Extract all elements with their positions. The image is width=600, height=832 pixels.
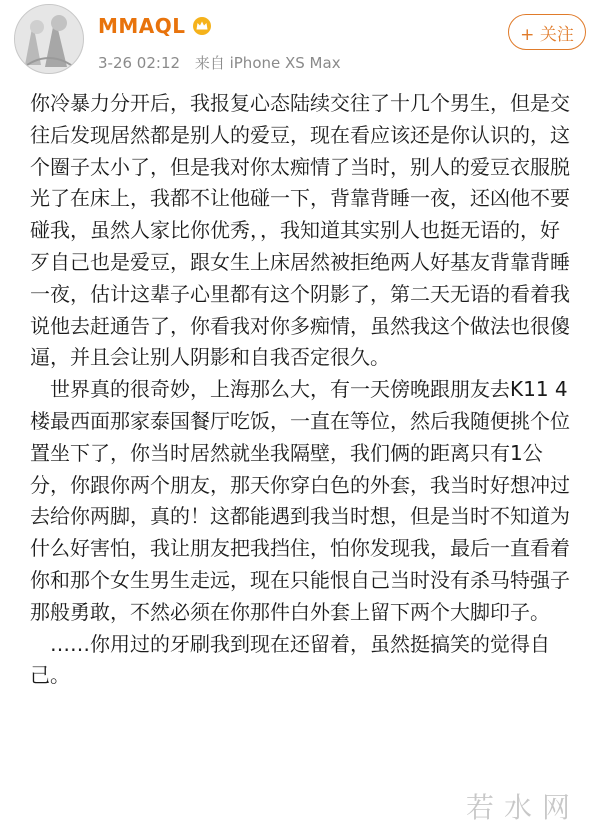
post-meta (98, 52, 351, 73)
post-source: 来自 iPhone XS Max (194, 54, 341, 72)
avatar[interactable] (14, 4, 84, 74)
post-header (0, 0, 600, 82)
post-paragraph-3: ……你用过的牙刷我到现在还留着，虽然挺搞笑的觉得自己。 (30, 631, 550, 688)
avatar-image (15, 5, 83, 73)
username-row (98, 14, 212, 38)
crown-icon (192, 16, 212, 36)
username[interactable]: MMAQL (98, 14, 186, 38)
follow-button[interactable]: + 关注 (508, 14, 586, 50)
post-paragraph-1: 你冷暴力分开后，我报复心态陆续交往了十几个男生，但是交往后发现居然都是别人的爱豆，现在看应该还是你认识的，这个圈子太小了，但是我对你太痴情了当时，别人的爱豆衣服脱光了在床上，我都不让他碰一下，背靠背睡一夜，还凶他不要碰我，虽然人家比你优秀，，我知道其实别人也挺无语的，好歹自己也是爱豆，跟女生上床居然被拒绝两人好基友背靠背睡一夜，估计这辈子心里都有这个阴影了，第二天无语的看着我说他去赶通告了，你看我对你多痴情，虽然我这个做法也很傻逼，并且会让别人阴影和自我否定很久。 (30, 91, 570, 370)
watermark (466, 786, 580, 826)
post-timestamp: 3-26 02:12 (98, 54, 181, 72)
post-paragraph-2: 世界真的很奇妙，上海那么大，有一天傍晚跟朋友去K11 4楼最西面那家泰国餐厅吃饭，一直在等位，然后我随便挑个位置坐下了，你当时居然就坐我隔壁，我们俩的距离只有1公分，你跟你两个朋友，那天你穿白色的外套，我当时好想冲过去给你两脚，真的！这都能遇到我当时想，但是当时不知道为什么好害怕，我让朋友把我挡住，怕你发现我，最后一直看着你和那个女生男生走远，现在只能恨自己当时没有杀马特强子那般勇敢，不然必须在你那件白外套上留下两个大脚印子。 (30, 377, 570, 624)
post-body (30, 88, 578, 692)
watermark-text: 若水网 (465, 791, 580, 824)
